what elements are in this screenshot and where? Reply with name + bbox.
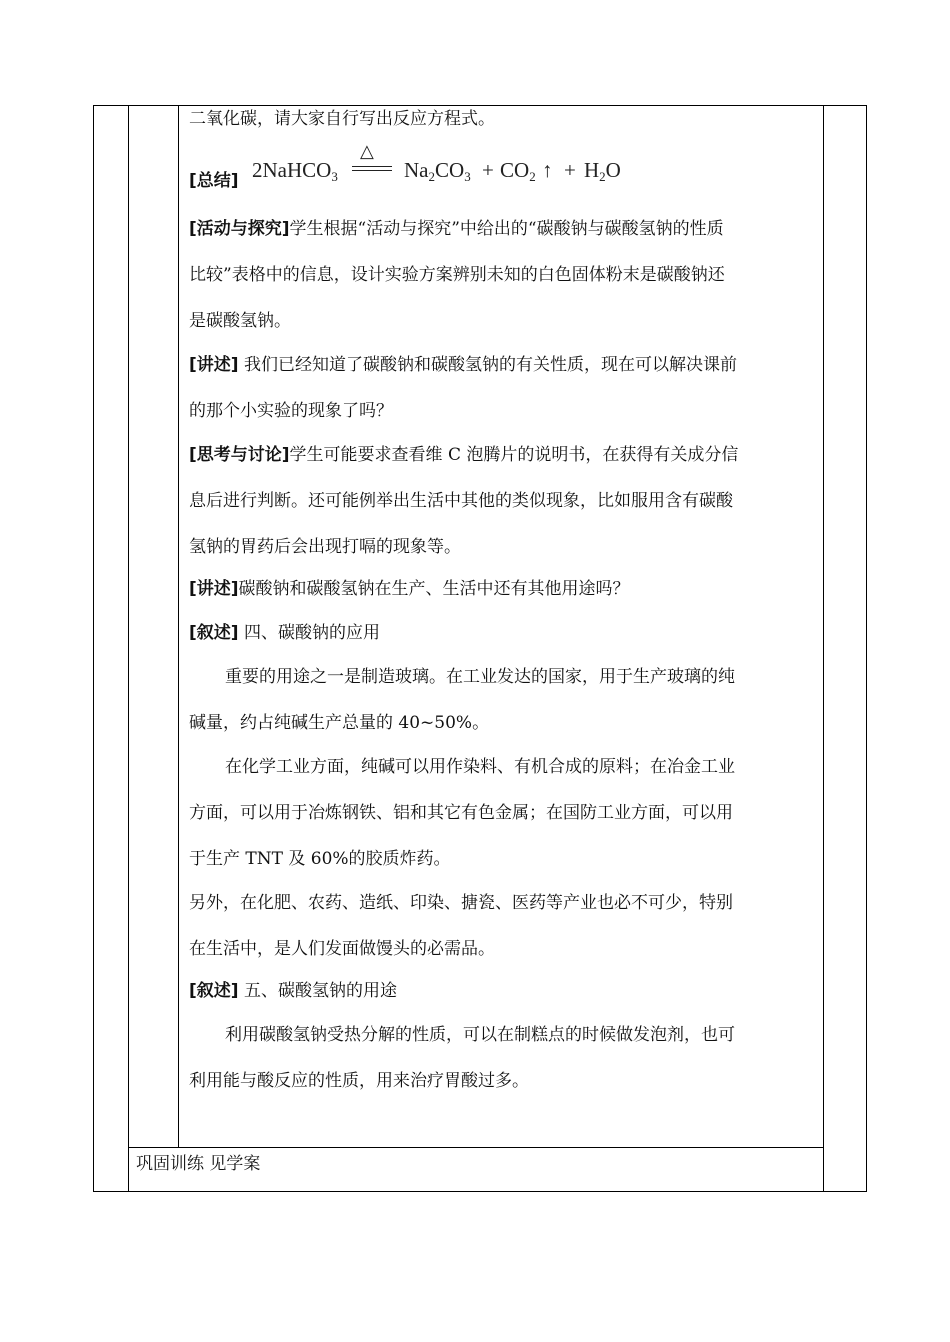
- section-tag: [思考与讨论]: [189, 445, 290, 465]
- equation-plus-2: +: [564, 158, 576, 182]
- activity-line-2: [189, 264, 725, 287]
- line-text: 于生产 TNT 及 60%的胶质炸药。: [189, 849, 451, 869]
- line-text: 氢钠的胃药后会出现打嗝的现象等。: [189, 537, 461, 557]
- use-line-7: [189, 938, 495, 961]
- section-tag: [总结]: [189, 171, 239, 191]
- section-tag: [叙述]: [189, 981, 239, 1001]
- use-line-5: [189, 848, 451, 871]
- consolidation-exercise-note: 巩固训练 见学案: [136, 1154, 261, 1174]
- line-text: 学生根据“活动与探究”中给出的“碳酸钠与碳酸氢钠的性质: [289, 219, 724, 239]
- line-text: 利用碳酸氢钠受热分解的性质，可以在制糕点的时候做发泡剂，也可: [225, 1025, 735, 1045]
- line-text: 的那个小实验的现象了吗？: [189, 401, 393, 421]
- bicarb-line-2: [189, 1070, 529, 1093]
- line-text: 二氧化碳，请大家自行写出反应方程式。: [189, 109, 495, 129]
- equation-plus-1: +: [482, 158, 494, 182]
- line-text: 四、碳酸钠的应用: [238, 623, 380, 643]
- table-column-divider-1: [128, 105, 129, 1192]
- table-inner-row-divider: [128, 1147, 824, 1148]
- lecture2-line: [189, 578, 630, 601]
- line-text: 是碳酸氢钠。: [189, 311, 291, 331]
- line-text: 息后进行判断。还可能例举出生活中其他的类似现象，比如服用含有碳酸: [189, 491, 733, 511]
- discussion-line-2: [189, 490, 733, 513]
- equation-equals-top: [352, 166, 392, 167]
- section-tag: [讲述]: [189, 579, 239, 599]
- table-column-divider-2: [178, 105, 179, 1148]
- bicarb-line-1: [189, 1024, 735, 1047]
- lecture-line-2: [189, 400, 393, 423]
- discussion-line-1: [189, 444, 738, 467]
- narrate-line-4: [189, 622, 380, 645]
- table-bottom-border: [93, 1191, 867, 1192]
- chemical-equation: [252, 143, 652, 187]
- section-tag: [叙述]: [189, 623, 239, 643]
- table-top-border: [93, 105, 867, 106]
- heat-condition-symbol: △: [360, 141, 374, 161]
- section-tag: [活动与探究]: [189, 219, 290, 239]
- line-text: 碱量，约占纯碱生产总量的 40~50%。: [189, 713, 490, 733]
- equation-product-co2: $CO_2$: [500, 158, 536, 184]
- summary-line: [189, 170, 239, 193]
- activity-line-3: [189, 310, 291, 333]
- narrate-line-5: [189, 980, 397, 1003]
- line-text: 利用能与酸反应的性质，用来治疗胃酸过多。: [189, 1071, 529, 1091]
- activity-line-1: [189, 218, 724, 241]
- lecture-line-1: [189, 354, 737, 377]
- line-text: 学生可能要求查看维 C 泡腾片的说明书，在获得有关成分信: [289, 445, 739, 465]
- use-line-4: [189, 802, 733, 825]
- use-line-6: [189, 892, 733, 915]
- gas-arrow-icon: ↑: [542, 158, 553, 182]
- table-right-border: [866, 105, 867, 1192]
- table-left-border: [93, 105, 94, 1192]
- discussion-line-3: [189, 536, 461, 559]
- line-text: 在化学工业方面，纯碱可以用作染料、有机合成的原料；在冶金工业: [225, 757, 735, 777]
- line-text: 我们已经知道了碳酸钠和碳酸氢钠的有关性质，现在可以解决课前: [238, 355, 737, 375]
- line-text: 另外，在化肥、农药、造纸、印染、搪瓷、医药等产业也必不可少，特别: [189, 893, 733, 913]
- line-text: 重要的用途之一是制造玻璃。在工业发达的国家，用于生产玻璃的纯: [225, 667, 735, 687]
- content-line-1: [189, 108, 495, 131]
- line-text: 五、碳酸氢钠的用途: [238, 981, 397, 1001]
- line-text: 比较”表格中的信息，设计实验方案辨别未知的白色固体粉末是碳酸钠还: [189, 265, 725, 285]
- section-tag: [讲述]: [189, 355, 239, 375]
- equation-product-na2co3: $Na_2CO_3$: [404, 158, 471, 184]
- equation-equals-bottom: [352, 170, 392, 171]
- equation-reactant: 2NaHCO$_3$: [252, 158, 338, 184]
- equation-product-h2o: $H_2O$: [584, 158, 621, 184]
- line-text: 在生活中，是人们发面做馒头的必需品。: [189, 939, 495, 959]
- line-text: 碳酸钠和碳酸氢钠在生产、生活中还有其他用途吗？: [238, 579, 630, 599]
- line-text: 方面，可以用于冶炼钢铁、铝和其它有色金属；在国防工业方面，可以用: [189, 803, 733, 823]
- use-line-3: [189, 756, 735, 779]
- use-line-1: [189, 666, 735, 689]
- use-line-2: [189, 712, 489, 735]
- table-column-divider-3: [823, 105, 824, 1192]
